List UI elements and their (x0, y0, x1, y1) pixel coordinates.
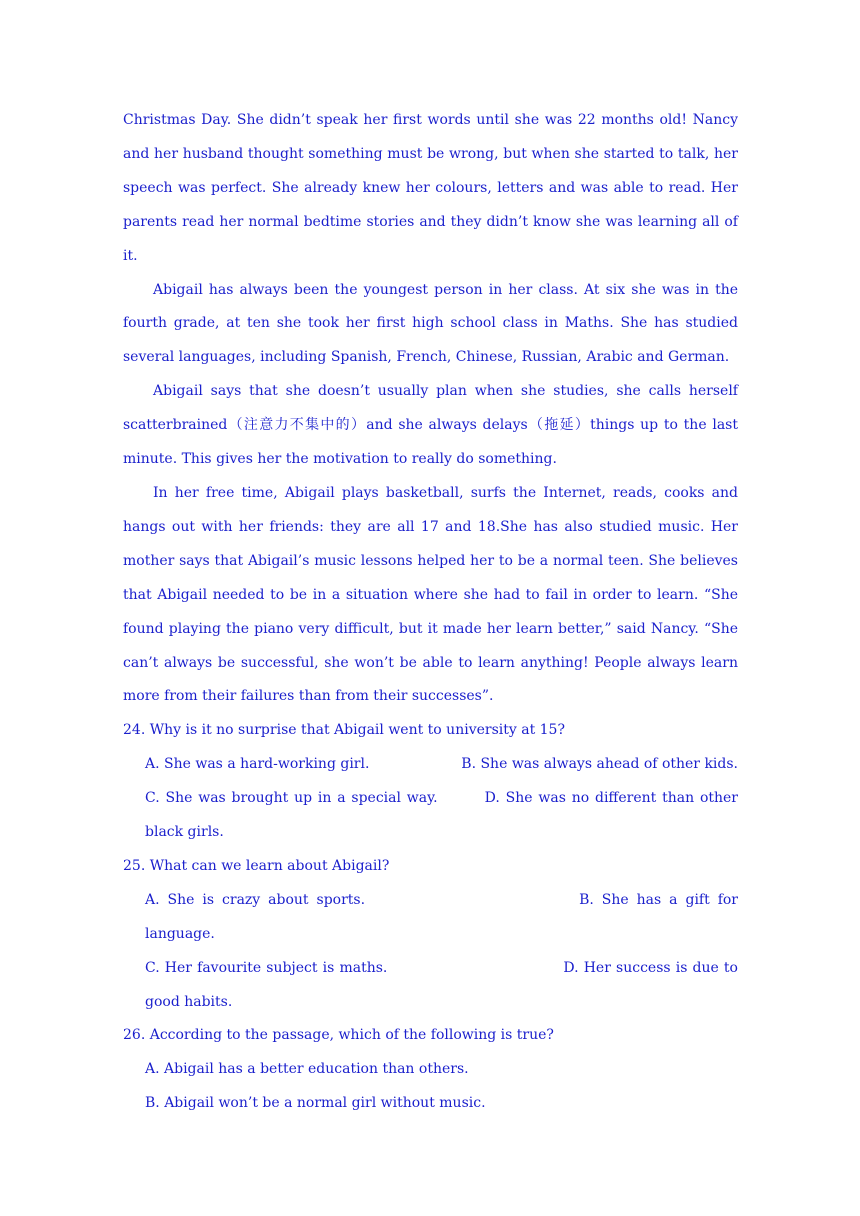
option-d: D. Her success is due to good habits. (145, 959, 738, 1010)
passage-paragraph-2: Abigail has always been the youngest person in her class. At six she was in the fourth grade, at ten she took her first high school class in Maths. She has studied several languages, including Spanish, French, Chinese, Russian, Arabic and German. (123, 281, 738, 366)
passage-paragraph-3: Abigail says that she doesn’t usually plan when she studies, she calls herself scatterbrained（注意力不集中的）and she always delays（拖延）things up to the last minute. This gives her the motivation to really do something. (123, 383, 738, 468)
option-a: A. Abigail has a better education than others. (145, 1061, 469, 1078)
option-row (123, 748, 738, 782)
option-b: B. She was always ahead of other kids. (461, 756, 738, 773)
option-d: D. She was no different than other black girls. (145, 790, 738, 841)
question-25 (123, 850, 738, 1020)
question-24 (123, 714, 738, 850)
passage-paragraph-1: Christmas Day. She didn’t speak her first words until she was 22 months old! Nancy and her husband thought something must be wrong, but when she started to talk, her speech was perfect. She already knew her colours, letters and was able to read. Her parents read her normal bedtime stories and they didn’t know she was learning all of it. (123, 112, 738, 264)
option-c: C. She was brought up in a special way. (145, 790, 438, 807)
option-row (123, 782, 738, 850)
option-b: B. She has a gift for language. (145, 891, 738, 942)
option-row (123, 952, 738, 1020)
question-26 (123, 1019, 738, 1121)
option-c: C. Her favourite subject is maths. (145, 959, 388, 976)
option-b: B. Abigail won’t be a normal girl without music. (145, 1095, 486, 1112)
passage-paragraph-4: In her free time, Abigail plays basketball, surfs the Internet, reads, cooks and hangs out with her friends: they are all 17 and 18.She has also studied music. Her mother says that Abigail’s music lessons helped her to be a normal teen. She believes that Abigail needed to be in a situation where she had to fail in order to learn. “She found playing the piano very difficult, but it made her learn better,” said Nancy. “She can’t always be successful, she won’t be able to learn anything! People always learn more from their failures than from their successes”. (123, 484, 738, 705)
option-a: A. She was a hard-working girl. (145, 756, 370, 773)
document-page (123, 104, 738, 1121)
option-a: A. She is crazy about sports. (145, 891, 366, 908)
question-stem: 26. According to the passage, which of the following is true? (123, 1027, 554, 1044)
question-stem: 25. What can we learn about Abigail? (123, 857, 390, 874)
option-row (123, 884, 738, 952)
question-stem: 24. Why is it no surprise that Abigail went to university at 15? (123, 722, 565, 739)
